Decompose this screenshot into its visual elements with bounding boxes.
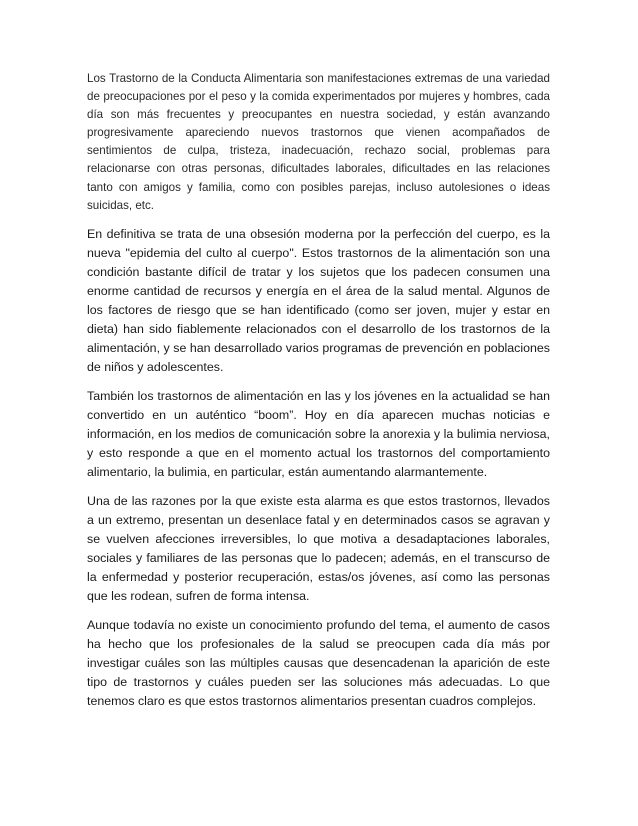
paragraph-5: Aunque todavía no existe un conocimiento profundo del tema, el aumento de casos ha hecho que los profesionales de la salud se preocupen cada día más por investigar cuáles son las múltiples causas que desencadenan la aparición de este tipo de trastornos y cuáles pueden ser las soluciones más adecuadas. Lo que tenemos claro es que estos trastornos alimentarios presentan cuadros complejos.	[87, 617, 550, 708]
document-body	[87, 70, 550, 721]
paragraph-2: En definitiva se trata de una obsesión moderna por la perfección del cuerpo, es la nueva "epidemia del culto al cuerpo". Estos trastornos de la alimentación son una condición bastante difícil de tratar y los sujetos que los padecen consumen una enorme cantidad de recursos y energía en el área de la salud mental. Algunos de los factores de riesgo que se han identificado (como ser joven, mujer y estar en dieta) han sido fiablemente relacionados con el desarrollo de los trastornos de la alimentación, y se han desarrollado varios programas de prevención en poblaciones de niños y adolescentes.	[87, 226, 550, 374]
paragraph-3: También los trastornos de alimentación en las y los jóvenes en la actualidad se han convertido en un auténtico “boom”. Hoy en día aparecen muchas noticias e información, en los medios de comunicación sobre la anorexia y la bulimia nerviosa, y esto responde a que en el momento actual los trastornos del comportamiento alimentario, la bulimia, en particular, están aumentando alarmantemente.	[87, 388, 550, 479]
paragraph-1: Los Trastorno de la Conducta Alimentaria son manifestaciones extremas de una variedad de preocupaciones por el peso y la comida experimentados por mujeres y hombres, cada día son más frecuentes y preocupantes en nuestra sociedad, y están avanzando progresivamente apareciendo nuevos trastornos que vienen acompañados de sentimientos de culpa, tristeza, inadecuación, rechazo social, problemas para relacionarse con otras personas, dificultades laborales, dificultades en las relaciones tanto con amigos y familia, como con posibles parejas, incluso autolesiones o ideas suicidas, etc.	[87, 72, 550, 212]
paragraph-4: Una de las razones por la que existe esta alarma es que estos trastornos, llevados a un extremo, presentan un desenlace fatal y en determinados casos se agravan y se vuelven afecciones irreversibles, lo que motiva a desadaptaciones laborales, sociales y familiares de las personas que lo padecen; además, en el transcurso de la enfermedad y posterior recuperación, estas/os jóvenes, así como las personas que les rodean, sufren de forma intensa.	[87, 493, 550, 603]
